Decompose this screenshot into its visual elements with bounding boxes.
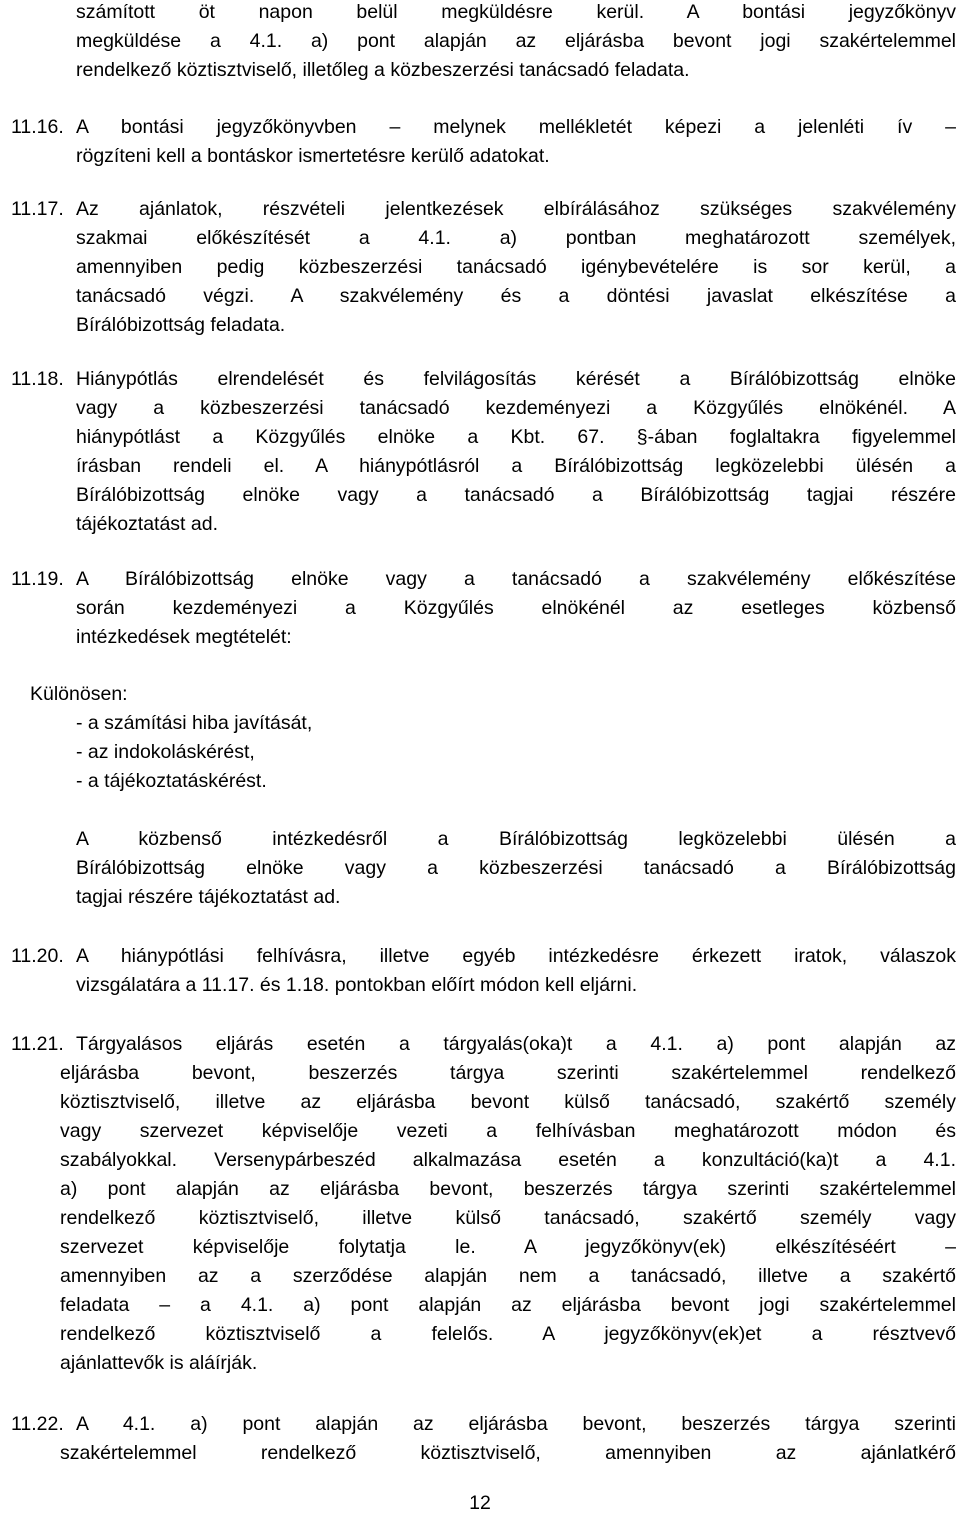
text-line: Bírálóbizottság elnöke vagy a közbeszerzési tanácsadó a Bírálóbizottság	[76, 857, 956, 879]
section-11-17-text	[76, 195, 956, 340]
text-line: intézkedések megtételét:	[76, 626, 292, 648]
text-line: Tárgyalásos eljárás esetén a tárgyalás(oka)t a 4.1. a) pont alapján az	[76, 1033, 956, 1055]
section-number: 11.16.	[11, 116, 64, 138]
section-11-21-text	[60, 1059, 956, 1378]
text-line: során kezdeményezi a Közgyűlés elnökénél az esetleges közbenső	[76, 597, 956, 619]
section-11-22-first-line	[76, 1410, 956, 1439]
text-line: tanácsadó végzi. A szakvélemény és a döntési javaslat elkészítése a	[76, 285, 956, 307]
text-line: számított öt napon belül megküldésre kerül. A bontási jegyzőkönyv	[76, 1, 956, 23]
text-line: hiánypótlást a Közgyűlés elnöke a Kbt. 67. §-ában foglaltakra figyelemmel	[76, 426, 956, 448]
page-number: 12	[469, 1492, 491, 1514]
text-line: szabályokkal. Versenypárbeszéd alkalmazása esetén a konzultáció(ka)t a 4.1.	[60, 1149, 956, 1171]
text-line: ajánlattevők is aláírják.	[60, 1352, 258, 1374]
text-line: vizsgálatára a 11.17. és 1.18. pontokban előírt módon kell eljárni.	[76, 974, 638, 996]
text-line: eljárásba bevont, beszerzés tárgya szerinti szakértelemmel rendelkező	[60, 1062, 956, 1084]
section-number: 11.21.	[11, 1033, 64, 1055]
section-11-16-text	[76, 113, 956, 171]
text-line: A bontási jegyzőkönyvben – melynek mellékletét képezi a jelenléti ív –	[76, 116, 956, 138]
text-line: vagy szervezet képviselője vezeti a felhívásban meghatározott módon és	[60, 1120, 956, 1142]
list-item: - a számítási hiba javítását,	[76, 712, 313, 734]
text-line: a) pont alapján az eljárásba bevont, beszerzés tárgya szerinti szakértelemmel	[60, 1178, 956, 1200]
text-line: írásban rendeli el. A hiánypótlásról a Bírálóbizottság legközelebbi ülésén a	[76, 455, 956, 477]
text-line: rögzíteni kell a bontáskor ismertetésre kerülő adatokat.	[76, 145, 550, 167]
text-line: szakértelemmel rendelkező köztisztviselő, amennyiben az ajánlatkérő	[60, 1442, 956, 1464]
text-line: A közbenső intézkedésről a Bírálóbizottság legközelebbi ülésén a	[76, 828, 956, 850]
text-line: rendelkező köztisztviselő, illetőleg a közbeszerzési tanácsadó feladata.	[76, 59, 690, 81]
text-line: A 4.1. a) pont alapján az eljárásba bevont, beszerzés tárgya szerinti	[76, 1413, 956, 1435]
section-11-18-text	[76, 365, 956, 539]
text-line: amennyiben pedig közbeszerzési tanácsadó igénybevételére is sor kerül, a	[76, 256, 956, 278]
section-number: 11.20.	[11, 945, 64, 967]
section-number: 11.22.	[11, 1413, 64, 1435]
text-line: A hiánypótlási felhívásra, illetve egyéb intézkedésre érkezett iratok, válaszok	[76, 945, 956, 967]
text-line: A Bírálóbizottság elnöke vagy a tanácsadó a szakvélemény előkészítése	[76, 568, 956, 590]
text-line: Az ajánlatok, részvételi jelentkezések elbírálásához szükséges szakvélemény	[76, 198, 956, 220]
text-line: tájékoztatást ad.	[76, 513, 219, 535]
text-line: Bírálóbizottság elnöke vagy a tanácsadó a Bírálóbizottság tagjai részére	[76, 484, 956, 506]
section-number: 11.17.	[11, 198, 64, 220]
section-number: 11.19.	[11, 568, 64, 590]
text-line: rendelkező köztisztviselő, illetve külső tanácsadó, szakértő személy vagy	[60, 1207, 956, 1229]
text-line: rendelkező köztisztviselő a felelős. A jegyzőkönyv(ek)et a résztvevő	[60, 1323, 956, 1345]
list-item: - a tájékoztatáskérést.	[76, 770, 267, 792]
text-line: feladata – a 4.1. a) pont alapján az eljárásba bevont jogi szakértelemmel	[60, 1294, 956, 1316]
section-number: 11.18.	[11, 368, 64, 390]
section-11-21-first-line	[76, 1030, 956, 1059]
text-line: tagjai részére tájékoztatást ad.	[76, 886, 341, 908]
section-11-20-text	[76, 942, 956, 1000]
especially-heading: Különösen:	[30, 683, 128, 705]
interim-measures-paragraph	[76, 825, 956, 912]
text-line: amennyiben az a szerződése alapján nem a tanácsadó, illetve a szakértő	[60, 1265, 956, 1287]
text-line: megküldése a 4.1. a) pont alapján az eljárásba bevont jogi szakértelemmel	[76, 30, 956, 52]
text-line: szervezet képviselője folytatja le. A jegyzőkönyv(ek) elkészítéséért –	[60, 1236, 956, 1258]
text-line: köztisztviselő, illetve az eljárásba bevont külső tanácsadó, szakértő személy	[60, 1091, 956, 1113]
continuation-paragraph	[76, 0, 956, 85]
section-11-22-text	[60, 1439, 956, 1468]
text-line: vagy a közbeszerzési tanácsadó kezdeményezi a Közgyűlés elnökénél. A	[76, 397, 956, 419]
text-line: Hiánypótlás elrendelését és felvilágosítás kérését a Bírálóbizottság elnöke	[76, 368, 956, 390]
section-11-19-text	[76, 565, 956, 652]
text-line: szakmai előkészítését a 4.1. a) pontban meghatározott személyek,	[76, 227, 956, 249]
text-line: Bírálóbizottság feladata.	[76, 314, 286, 336]
list-item: - az indokoláskérést,	[76, 741, 255, 763]
